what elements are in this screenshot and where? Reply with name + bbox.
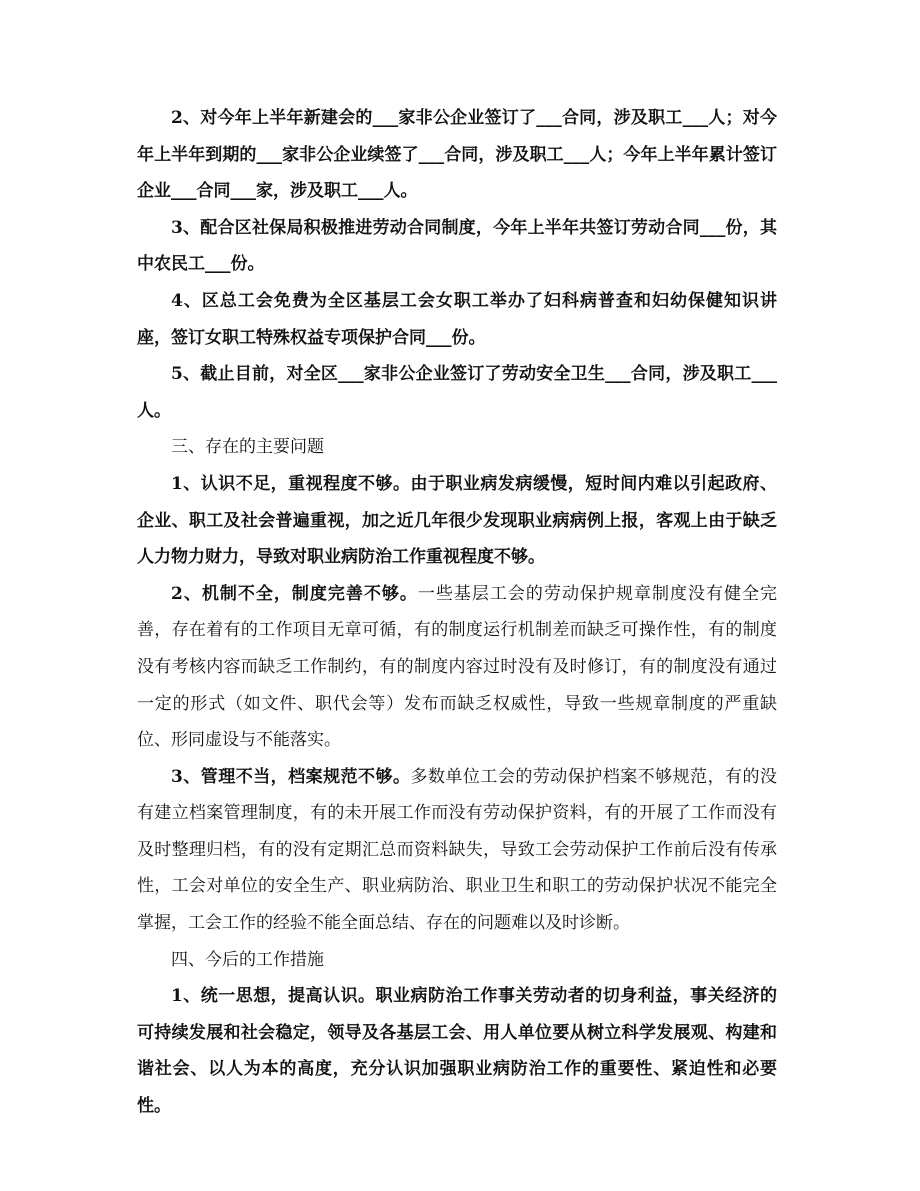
paragraph-bold-text: 4、区总工会免费为全区基层工会女职工举办了妇科病普查和妇幼保健知识讲座，签订女职工特殊权益专项保护合同___份。 [137,290,777,348]
paragraph-awareness [137,466,777,576]
paragraph-bold-text: 1、统一思想，提高认识。职业病防治工作事关劳动者的切身利益，事关经济的可持续发展和社会稳定，领导及各基层工会、用人单位要从树立科学发展观、构建和谐社会、以人为本的高度，充分认识加强职业病防治工作的重要性、紧迫性和必要性。 [137,986,777,1117]
paragraph-mechanism [137,576,777,759]
paragraph-bold-text: 3、配合区社保局积极推进劳动合同制度，今年上半年共签订劳动合同___份，其中农民工___份。 [137,217,777,275]
paragraph-bold-text: 1、认识不足，重视程度不够。由于职业病发病缓慢，短时间内难以引起政府、企业、职工及社会普遍重视，加之近几年很少发现职业病病例上报，客观上由于缺乏人力物力财力，导致对职业病防治工作重视程度不够。 [137,473,777,568]
section-heading-measures [137,942,777,979]
section-heading-text: 四、今后的工作措施 [171,949,324,970]
paragraph-bold-text: 5、截止目前，对全区___家非公企业签订了劳动安全卫生___合同，涉及职工___人。 [137,364,777,421]
paragraph-unify-thinking [137,978,777,1124]
section-heading-text: 三、存在的主要问题 [171,437,324,458]
paragraph-bold-text: 2、机制不全，制度完善不够。 [171,583,418,604]
document-body [137,100,777,1125]
paragraph-labor-contracts [137,210,777,283]
paragraph-female-workers [137,283,777,356]
paragraph-contract-signing [137,100,777,210]
paragraph-safety-contracts [137,356,777,429]
paragraph-management [137,759,777,942]
paragraph-text: 多数单位工会的劳动保护档案不够规范，有的没有建立档案管理制度，有的未开展工作而没有劳动保护资料，有的开展了工作而没有及时整理归档，有的没有定期汇总而资料缺失，导致工会劳动保护工作前后没有传承性，工会对单位的安全生产、职业病防治、职业卫生和职工的劳动保护状况不能完全掌握，工会工作的经验不能全面总结、存在的问题难以及时诊断。 [137,766,778,934]
paragraph-bold-text: 2、对今年上半年新建会的___家非公企业签订了___合同，涉及职工___人；对今年上半年到期的___家非公企业续签了___合同，涉及职工___人；今年上半年累计签订企业___合同___家，涉及职工___人。 [137,108,777,202]
section-heading-problems [137,429,777,466]
paragraph-bold-text: 3、管理不当，档案规范不够。 [171,766,411,787]
paragraph-text: 一些基层工会的劳动保护规章制度没有健全完善，存在着有的工作项目无章可循，有的制度运行机制差而缺乏可操作性，有的制度没有考核内容而缺乏工作制约，有的制度内容过时没有及时修订，有的制度没有通过一定的形式（如文件、职代会等）发布而缺乏权威性，导致一些规章制度的严重缺位、形同虚设与不能落实。 [137,583,778,751]
